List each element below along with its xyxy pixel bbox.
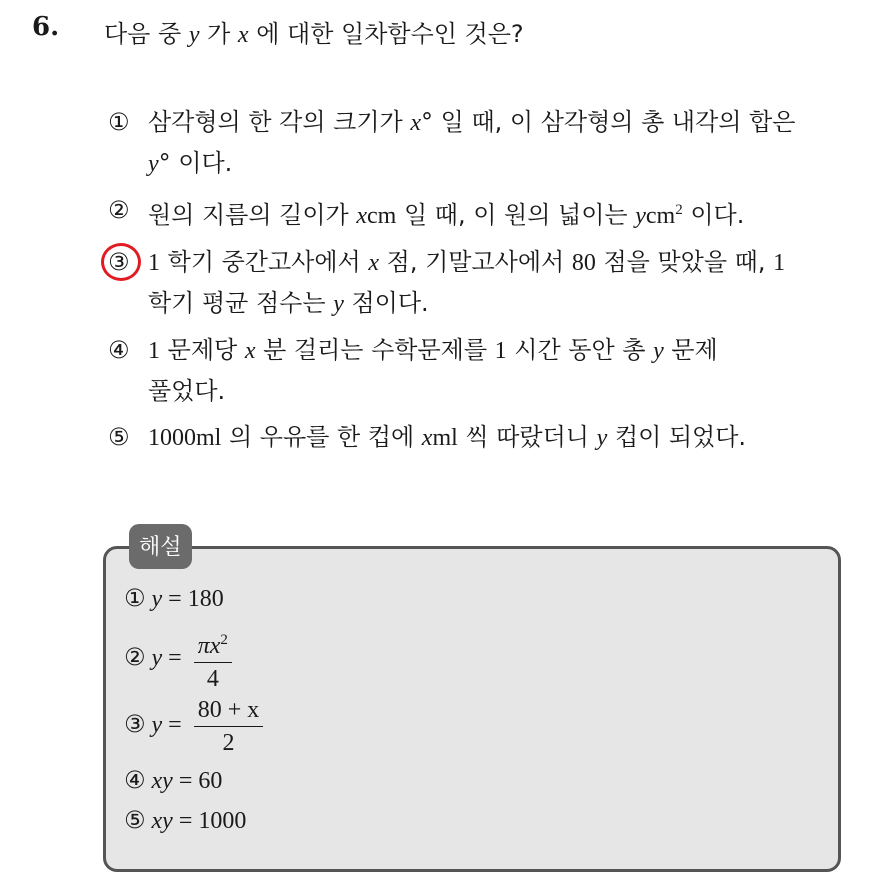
question-number: 6.: [32, 12, 60, 42]
option-number: ④: [108, 336, 130, 364]
solution-line-3: ③ y = $\frac{80 + x}{2}$: [124, 696, 263, 757]
option-5[interactable]: ⑤ 1000ml 의 우유를 한 컵에 xml 씩 따랐더니 y 컵이 되었다.: [108, 417, 848, 458]
option-number: ③: [108, 248, 130, 276]
question-text: 다음 중 y 가 x 에 대한 일차함수인 것은?: [104, 20, 524, 48]
option-2[interactable]: ② 원의 지름의 길이가 xcm 일 때, 이 원의 넓이는 ycm$^2$ 이다.: [108, 190, 848, 236]
option-number: ⑤: [108, 423, 130, 451]
solution-line-1: ① y = 180: [124, 584, 224, 612]
solution-line-4: ④ xy = 60: [124, 766, 223, 794]
option-3[interactable]: ③ 1 학기 중간고사에서 x 점, 기말고사에서 80 점을 맞았을 때, 1 학기 평균 점수는 y 점이다.: [108, 242, 848, 324]
option-4[interactable]: ④ 1 문제당 x 분 걸리는 수학문제를 1 시간 동안 총 y 문제 풀었다.: [108, 330, 848, 411]
solution-line-2: ② y = $\frac{\pi x^2}{4}$: [124, 626, 232, 693]
option-1[interactable]: ① 삼각형의 한 각의 크기가 x° 일 때, 이 삼각형의 총 내각의 합은 y° 이다.: [108, 102, 848, 184]
solution-tag: 해설: [129, 524, 192, 569]
option-number: ①: [108, 108, 130, 136]
red-circle-mark: [101, 243, 141, 281]
option-number: ②: [108, 196, 130, 224]
options-list: [108, 102, 848, 464]
solution-line-5: ⑤ xy = 1000: [124, 806, 247, 834]
